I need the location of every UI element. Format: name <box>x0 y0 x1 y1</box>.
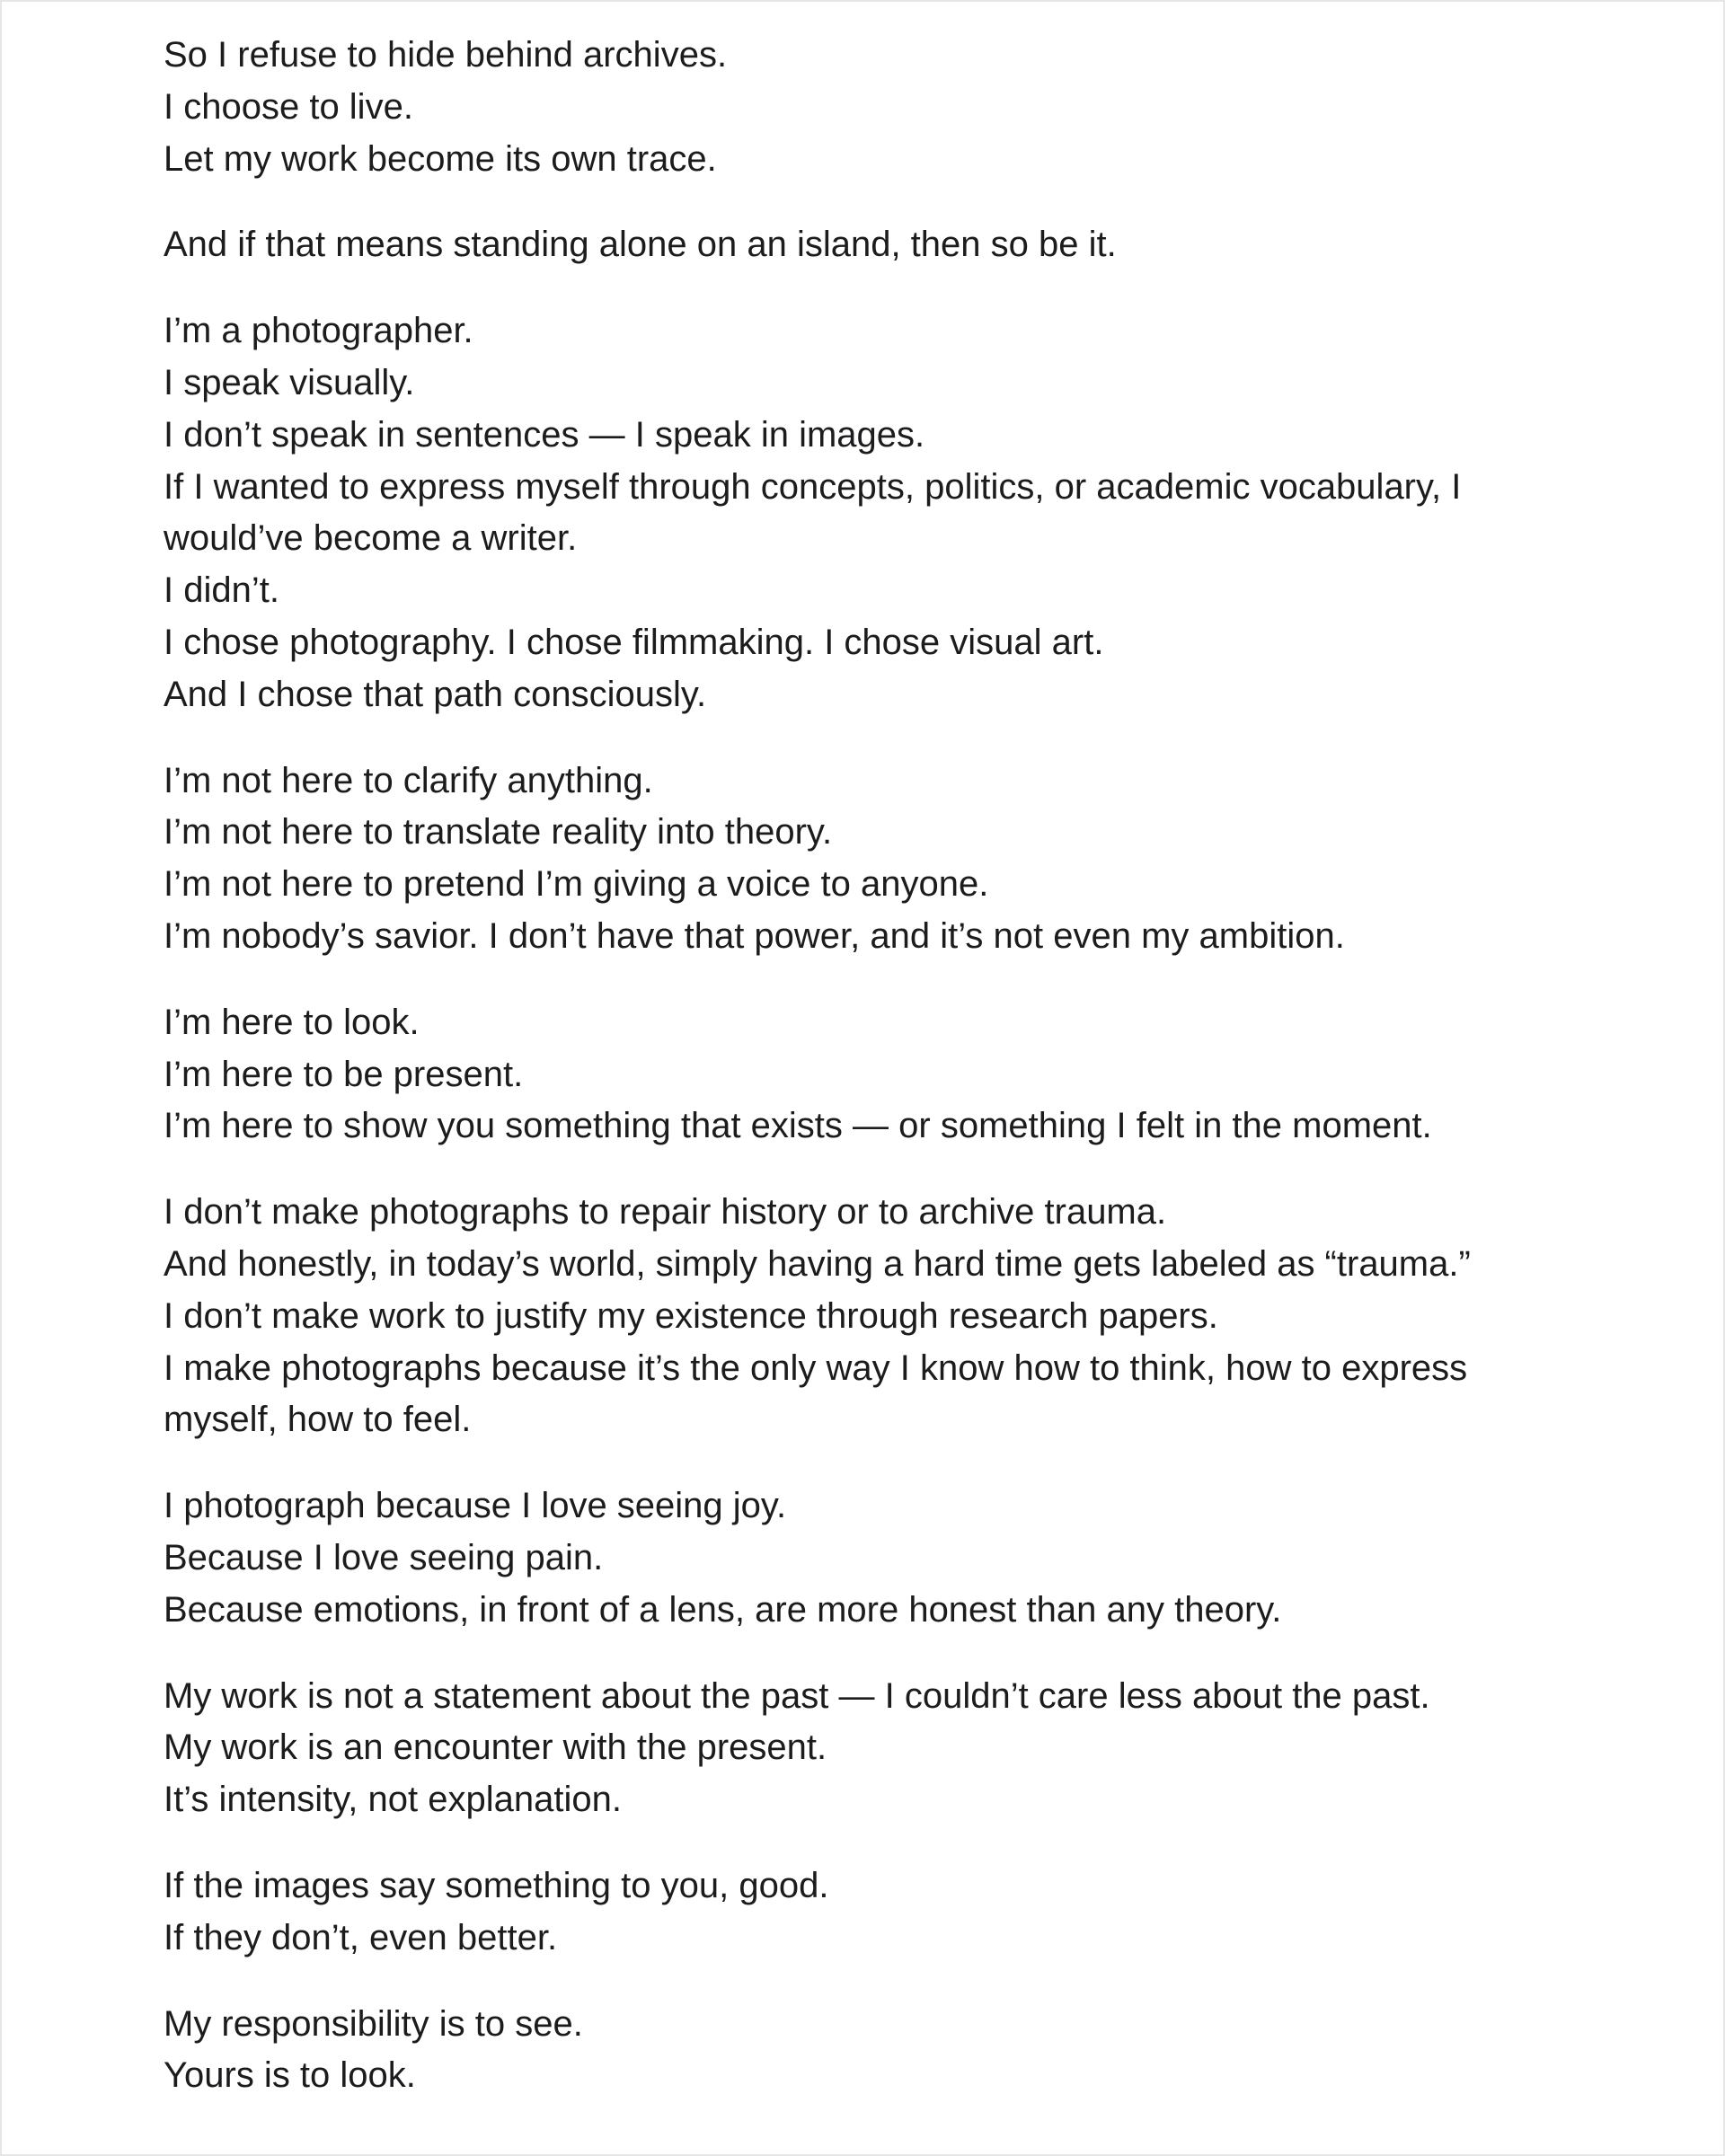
text-line: Because emotions, in front of a lens, are more honest than any theory. <box>164 1589 1282 1630</box>
text-line: My work is an encounter with the present. <box>164 1727 827 1768</box>
text-line: I speak visually. <box>164 362 415 402</box>
paragraph-gap <box>164 1153 1583 1187</box>
paragraph-5 <box>164 997 1583 1153</box>
text-line: I photograph because I love seeing joy. <box>164 1486 787 1526</box>
text-line: I chose photography. I chose filmmaking. I chose visual art. <box>164 622 1104 662</box>
text-line: would’ve become a writer. <box>164 518 578 559</box>
paragraph-3 <box>164 305 1583 720</box>
text-line: I didn’t. <box>164 570 279 611</box>
text-line: And I chose that path consciously. <box>164 674 707 714</box>
paragraph-gap <box>164 1446 1583 1480</box>
document-body <box>164 30 1583 2102</box>
text-line: I’m here to be present. <box>164 1054 524 1094</box>
paragraph-gap <box>164 1637 1583 1671</box>
paragraph-gap <box>164 721 1583 755</box>
text-line: I’m not here to translate reality into theory. <box>164 812 833 853</box>
text-line: myself, how to feel. <box>164 1400 472 1440</box>
text-line: Let my work become its own trace. <box>164 138 717 179</box>
paragraph-7 <box>164 1480 1583 1636</box>
text-line: I choose to live. <box>164 86 413 127</box>
text-line: And if that means standing alone on an island, then so be it. <box>164 225 1117 265</box>
text-line: If I wanted to express myself through concepts, politics, or academic vocabulary, I <box>164 466 1462 507</box>
paragraph-4 <box>164 755 1583 963</box>
text-line: And honestly, in today’s world, simply having a hard time gets labeled as “trauma.” <box>164 1243 1471 1284</box>
text-line: I’m not here to clarify anything. <box>164 760 653 800</box>
paragraph-2 <box>164 219 1583 271</box>
text-line: I don’t make work to justify my existence through research papers. <box>164 1295 1218 1336</box>
text-line: Yours is to look. <box>164 2055 416 2096</box>
paragraph-1 <box>164 30 1583 185</box>
paragraph-gap <box>164 1826 1583 1860</box>
text-line: It’s intensity, not explanation. <box>164 1780 622 1820</box>
text-line: I’m here to look. <box>164 1002 420 1042</box>
text-line: I’m a photographer. <box>164 311 473 351</box>
text-line: If they don’t, even better. <box>164 1917 558 1957</box>
text-line: I’m nobody’s savior. I don’t have that power, and it’s not even my ambition. <box>164 915 1345 956</box>
text-line: My responsibility is to see. <box>164 2003 583 2044</box>
paragraph-9 <box>164 1860 1583 1965</box>
text-line: My work is not a statement about the past — I couldn’t care less about the past. <box>164 1675 1430 1716</box>
text-line: So I refuse to hide behind archives. <box>164 35 728 75</box>
paragraph-6 <box>164 1187 1583 1446</box>
text-line: If the images say something to you, good. <box>164 1865 829 1905</box>
text-line: I’m not here to pretend I’m giving a voice to anyone. <box>164 864 989 905</box>
text-line: I don’t make photographs to repair history or to archive trauma. <box>164 1192 1167 1233</box>
text-line: Because I love seeing pain. <box>164 1537 604 1577</box>
paragraph-10 <box>164 1999 1583 2103</box>
text-line: I don’t speak in sentences — I speak in images. <box>164 414 925 455</box>
paragraph-gap <box>164 963 1583 997</box>
paragraph-gap <box>164 1965 1583 1999</box>
paragraph-8 <box>164 1671 1583 1826</box>
paragraph-gap <box>164 185 1583 219</box>
text-line: I make photographs because it’s the only way I know how to think, how to express <box>164 1348 1468 1388</box>
text-line: I’m here to show you something that exists — or something I felt in the moment. <box>164 1106 1432 1146</box>
paragraph-gap <box>164 271 1583 305</box>
